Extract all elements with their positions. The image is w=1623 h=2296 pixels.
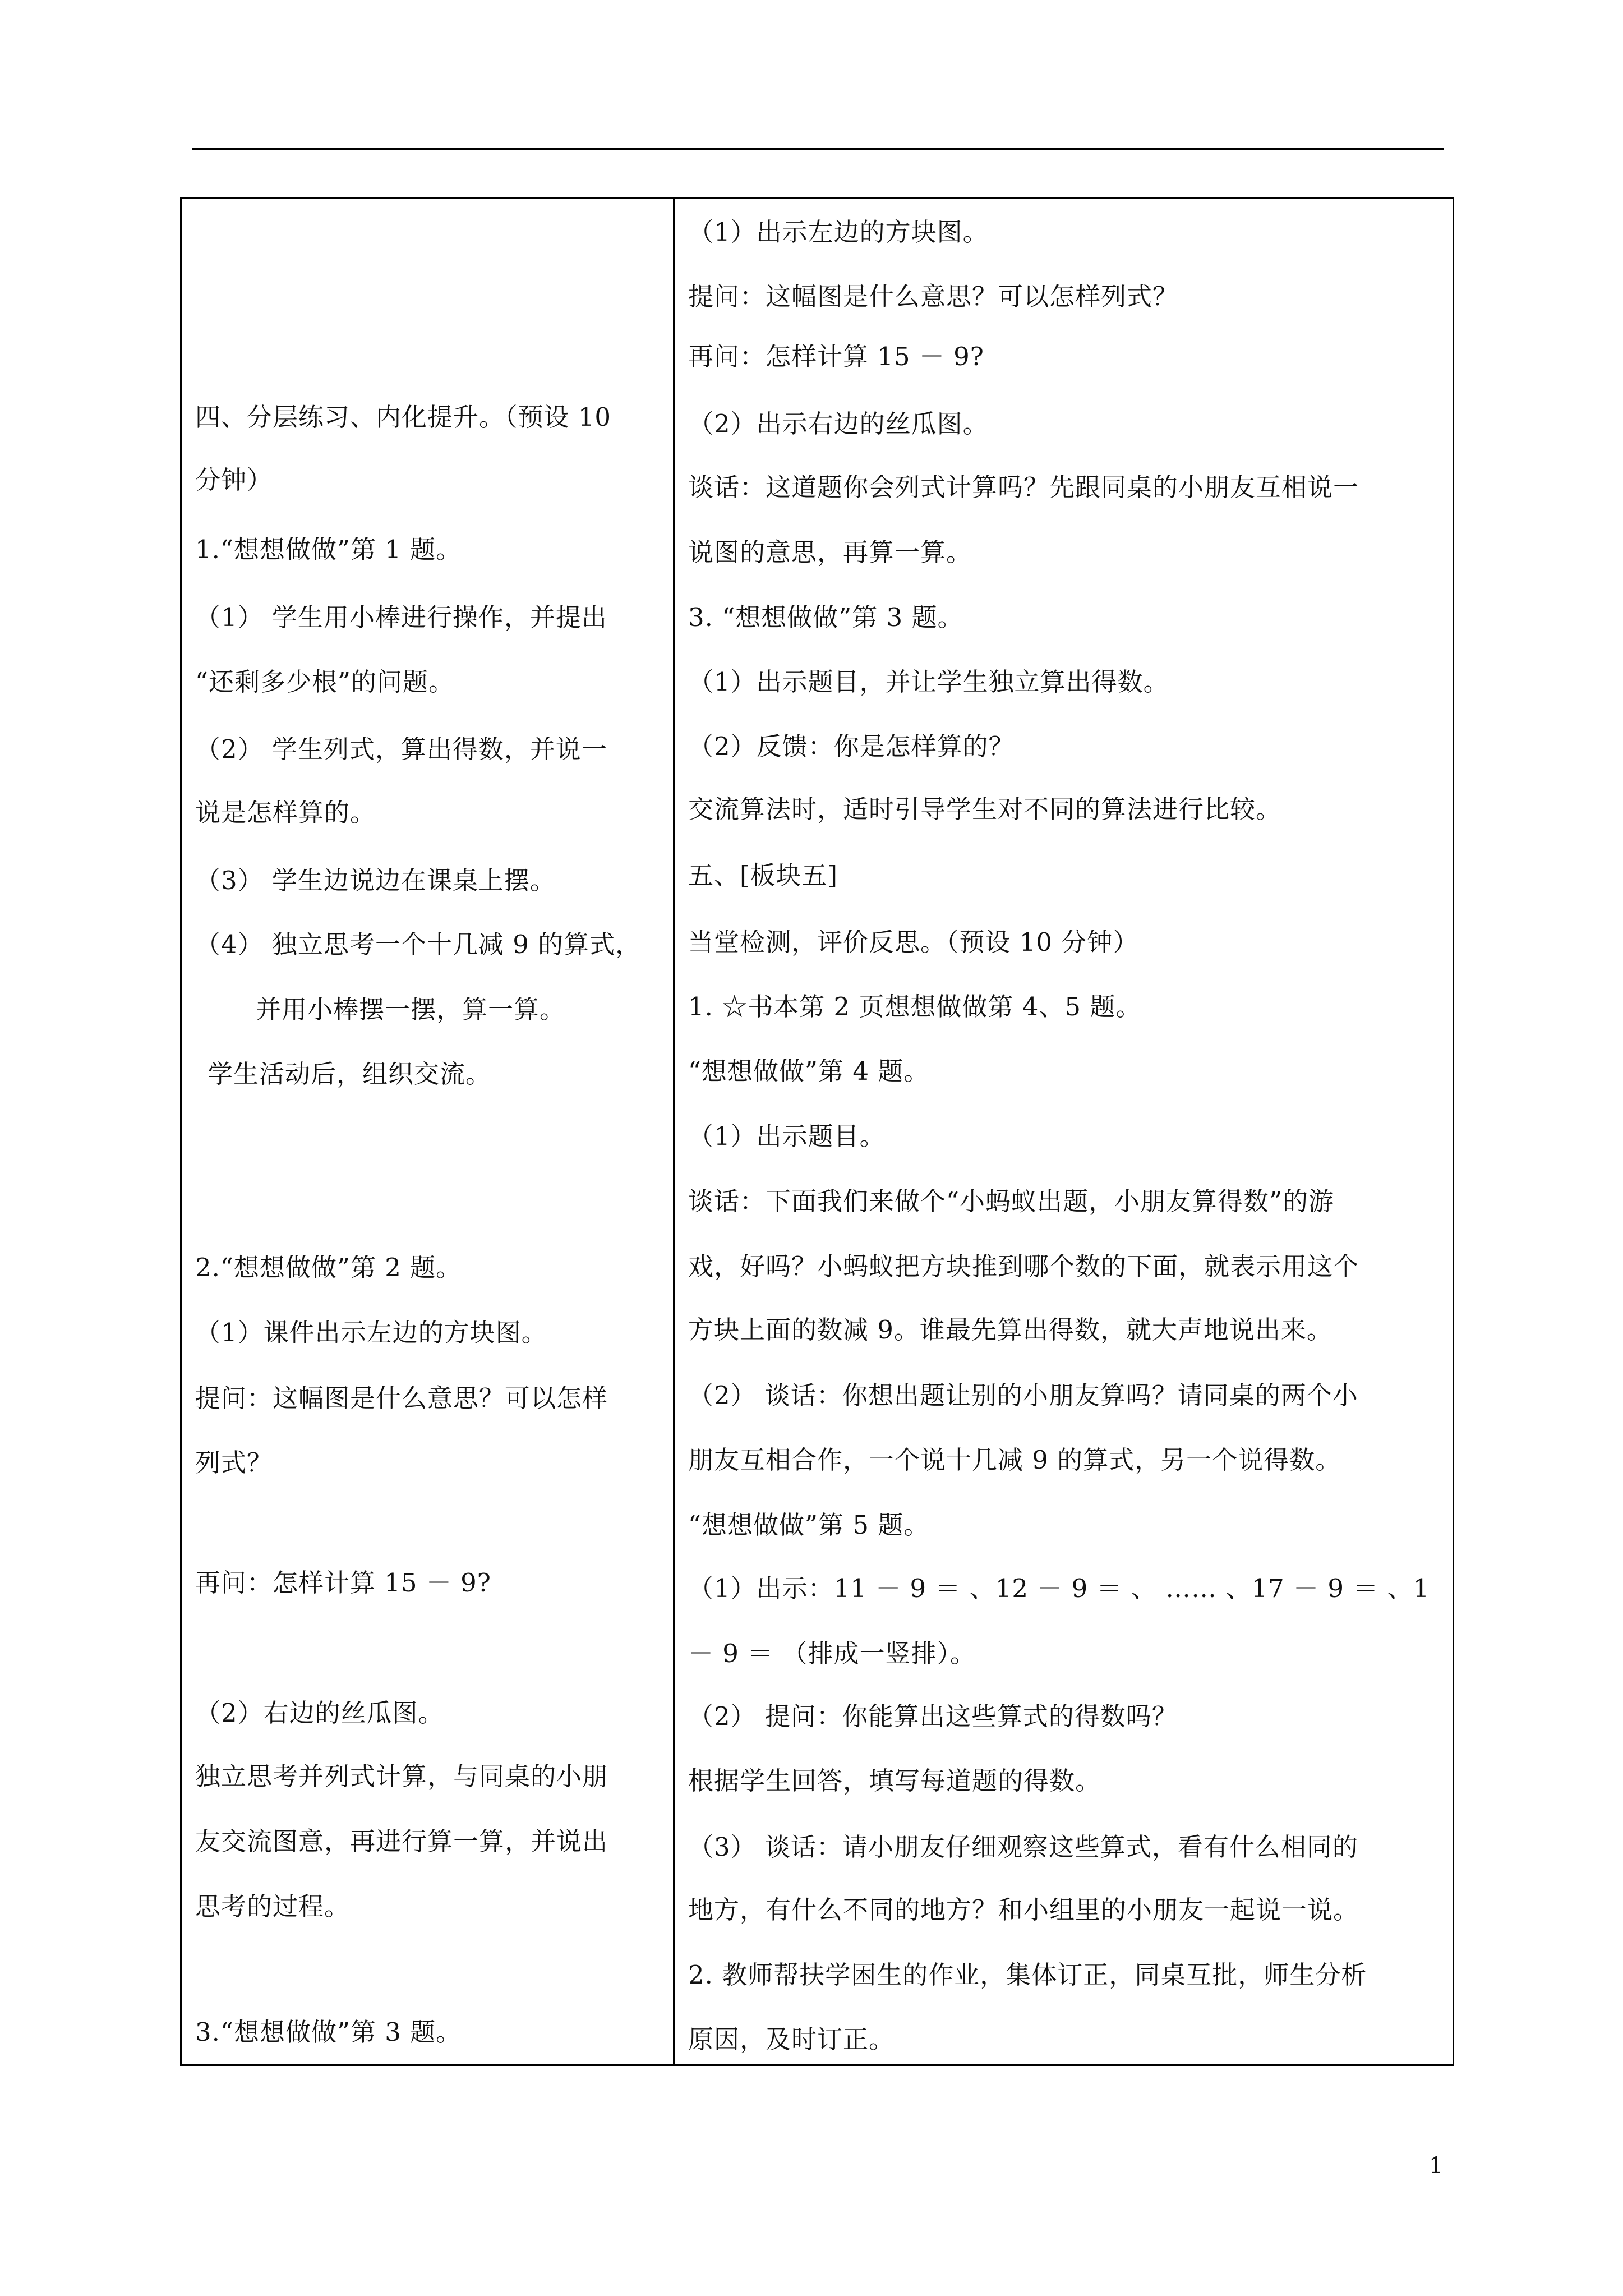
right-line: 方块上面的数减 9。谁最先算出得数，就大声地说出来。 — [688, 1315, 1332, 1345]
right-line: “想想做做”第 5 题。 — [688, 1510, 930, 1540]
right-line: 说图的意思，再算一算。 — [688, 537, 972, 567]
right-line: 交流算法时，适时引导学生对不同的算法进行比较。 — [688, 794, 1282, 824]
left-line: 并用小棒摆一摆，算一算。 — [256, 995, 566, 1024]
right-line: 谈话：下面我们来做个“小蚂蚁出题，小朋友算得数”的游 — [688, 1186, 1335, 1216]
left-line: 四、分层练习、内化提升。（预设 10 — [195, 402, 612, 432]
left-line: 学生活动后，组织交流。 — [208, 1059, 492, 1089]
right-line: 根据学生回答，填写每道题的得数。 — [688, 1766, 1101, 1796]
right-line: 3. “想想做做”第 3 题。 — [688, 602, 963, 632]
left-line: 列式？ — [195, 1448, 273, 1478]
left-line: 再问：怎样计算 15 － 9? — [195, 1568, 491, 1598]
right-line: （2） 谈话：你想出题让别的小朋友算吗？请同桌的两个小 — [688, 1381, 1358, 1410]
right-line: 2. 教师帮扶学困生的作业，集体订正，同桌互批，师生分析 — [688, 1960, 1367, 1990]
left-line: （4） 独立思考一个十几减 9 的算式， — [195, 930, 642, 959]
right-line: （1）出示：11 － 9 ＝ 、12 － 9 ＝ 、 …… 、17 － 9 ＝ 、1 — [688, 1573, 1430, 1603]
left-line: 分钟） — [195, 465, 273, 495]
left-line: （2） 学生列式，算出得数，并说一 — [195, 734, 607, 764]
left-line: （1） 学生用小棒进行操作，并提出 — [195, 602, 607, 632]
left-line: “还剩多少根”的问题。 — [195, 667, 455, 697]
right-line: （2）反馈：你是怎样算的？ — [688, 731, 1015, 761]
left-line: 1.“想想做做”第 1 题。 — [195, 535, 462, 564]
left-line: 思考的过程。 — [195, 1892, 351, 1921]
left-line: 友交流图意，再进行算一算，并说出 — [195, 1826, 608, 1856]
right-line: （1）出示题目。 — [688, 1121, 886, 1151]
right-line: 再问：怎样计算 15 － 9? — [688, 342, 984, 371]
left-line: 2.“想想做做”第 2 题。 — [195, 1253, 462, 1282]
right-line: 戏，好吗？小蚂蚁把方块推到哪个数的下面，就表示用这个 — [688, 1251, 1359, 1281]
right-line: （3） 谈话：请小朋友仔细观察这些算式，看有什么相同的 — [688, 1832, 1358, 1862]
column-divider — [673, 199, 675, 2064]
right-line: 当堂检测，评价反思。（预设 10 分钟） — [688, 927, 1139, 957]
left-line: （1）课件出示左边的方块图。 — [195, 1318, 547, 1347]
left-line: 独立思考并列式计算，与同桌的小朋 — [195, 1761, 608, 1791]
left-line: 提问：这幅图是什么意思？可以怎样 — [195, 1383, 608, 1413]
right-line: － 9 ＝ （排成一竖排）。 — [688, 1639, 976, 1668]
left-line: （2）右边的丝瓜图。 — [195, 1698, 444, 1728]
right-line: （2） 提问：你能算出这些算式的得数吗？ — [688, 1701, 1178, 1731]
right-line: 1. ☆书本第 2 页想想做做第 4、5 题。 — [688, 992, 1142, 1022]
right-line: “想想做做”第 4 题。 — [688, 1056, 930, 1086]
right-line: （1）出示题目，并让学生独立算出得数。 — [688, 667, 1169, 697]
left-line: 说是怎样算的。 — [195, 798, 376, 827]
left-line: （3） 学生边说边在课桌上摆。 — [195, 866, 556, 895]
right-line: 朋友互相合作，一个说十几减 9 的算式，另一个说得数。 — [688, 1445, 1341, 1475]
right-line: （1）出示左边的方块图。 — [688, 217, 989, 247]
page-number: 1 — [1429, 2153, 1444, 2179]
left-line: 3.“想想做做”第 3 题。 — [195, 2017, 462, 2047]
right-line: 地方，有什么不同的地方？和小组里的小朋友一起说一说。 — [688, 1895, 1359, 1925]
header-rule — [192, 148, 1444, 150]
right-line: 提问：这幅图是什么意思？可以怎样列式？ — [688, 282, 1179, 311]
right-line: （2）出示右边的丝瓜图。 — [688, 409, 989, 439]
right-line: 五、[板块五] — [688, 861, 838, 890]
right-line: 谈话：这道题你会列式计算吗？先跟同桌的小朋友互相说一 — [688, 472, 1359, 502]
right-line: 原因，及时订正。 — [688, 2024, 895, 2054]
